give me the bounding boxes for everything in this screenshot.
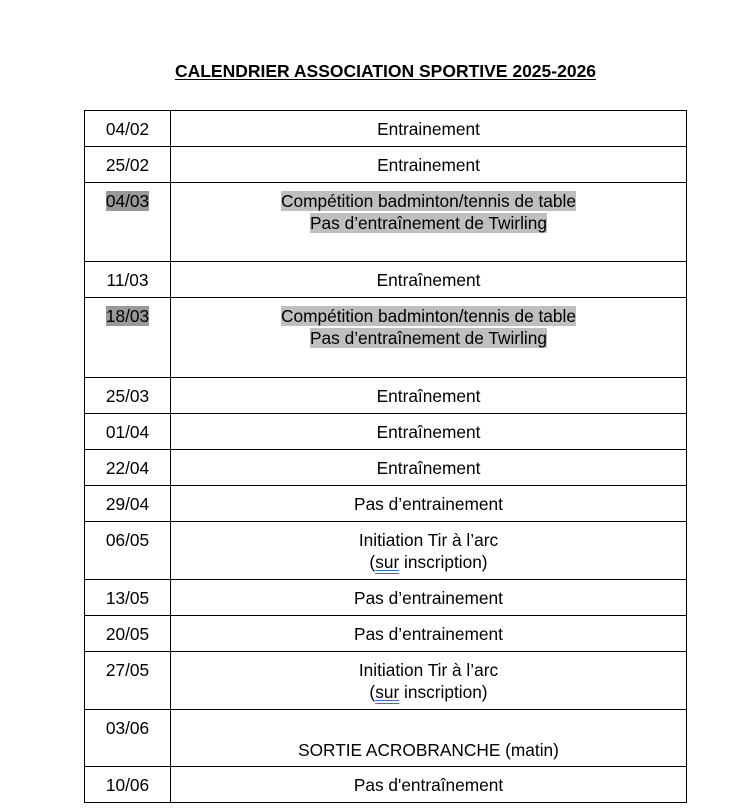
calendar-table [84,110,687,803]
event-subtext: ( [369,552,376,572]
date-text: 04/03 [105,191,150,211]
event-cell [171,580,687,616]
date-cell [85,522,171,580]
date-cell [85,450,171,486]
grammar-flagged-word: sur [375,552,400,572]
event-cell [171,652,687,710]
date-text: 18/03 [105,306,150,326]
event-text: Initiation Tir à l’arc [358,660,499,680]
table-row [85,147,687,183]
date-cell [85,580,171,616]
event-text: Compétition badminton/tennis de table [281,191,576,211]
date-cell [85,414,171,450]
event-text: SORTIE ACROBRANCHE (matin) [298,740,559,760]
date-text: 04/02 [105,119,150,139]
event-cell [171,262,687,298]
table-row [85,298,687,378]
table-row [85,616,687,652]
table-row [85,652,687,710]
event-text: Entrainement [377,119,480,139]
date-text: 29/04 [105,494,150,514]
event-text: Compétition badminton/tennis de table [281,306,576,326]
date-text: 11/03 [106,270,149,290]
date-text: 22/04 [105,458,150,478]
event-cell [171,522,687,580]
table-row [85,378,687,414]
event-text: Entraînement [376,458,481,478]
date-cell [85,652,171,710]
date-text: 03/06 [105,718,150,738]
date-cell [85,111,171,147]
event-cell [171,486,687,522]
event-cell [171,710,687,767]
table-row [85,522,687,580]
date-cell [85,298,171,378]
document-title: CALENDRIER ASSOCIATION SPORTIVE 2025-2026 [174,61,597,81]
event-text: Pas d’entrainement [354,494,503,514]
event-text: Pas d’entrainement [354,588,503,608]
date-text: 10/06 [105,775,150,795]
event-text: Entraînement [376,422,481,442]
date-text: 01/04 [105,422,150,442]
event-subtext: ( [369,682,376,702]
event-text: Pas d’entrainement [354,624,503,644]
table-row [85,486,687,522]
date-text: 25/02 [105,155,150,175]
table-row [85,710,687,767]
date-cell [85,710,171,767]
event-text: Entraînement [376,270,481,290]
grammar-flagged-word: sur [375,682,400,702]
event-text: Initiation Tir à l’arc [358,530,499,550]
event-cell [171,111,687,147]
event-subtext: inscription) [399,682,488,702]
event-text: Pas d’entraînement de Twirling [310,213,547,233]
date-cell [85,767,171,803]
event-text: Pas d’entraînement de Twirling [310,328,547,348]
table-row [85,767,687,803]
date-text: 13/05 [105,588,150,608]
event-cell [171,450,687,486]
date-text: 20/05 [105,624,150,644]
date-cell [85,262,171,298]
date-text: 06/05 [105,530,150,550]
table-row [85,450,687,486]
date-cell [85,378,171,414]
date-cell [85,616,171,652]
event-cell [171,414,687,450]
event-text: Entraînement [376,386,481,406]
event-cell [171,147,687,183]
date-text: 27/05 [105,660,150,680]
event-subtext: inscription) [399,552,488,572]
table-row [85,580,687,616]
date-cell [85,147,171,183]
event-cell [171,767,687,803]
event-text: Entrainement [377,155,480,175]
table-row [85,111,687,147]
date-text: 25/03 [105,386,150,406]
event-cell [171,183,687,262]
event-cell [171,616,687,652]
date-cell [85,486,171,522]
table-row [85,262,687,298]
event-text: Pas d'entraînement [353,775,504,795]
event-cell [171,298,687,378]
date-cell [85,183,171,262]
table-row [85,183,687,262]
table-row [85,414,687,450]
event-cell [171,378,687,414]
